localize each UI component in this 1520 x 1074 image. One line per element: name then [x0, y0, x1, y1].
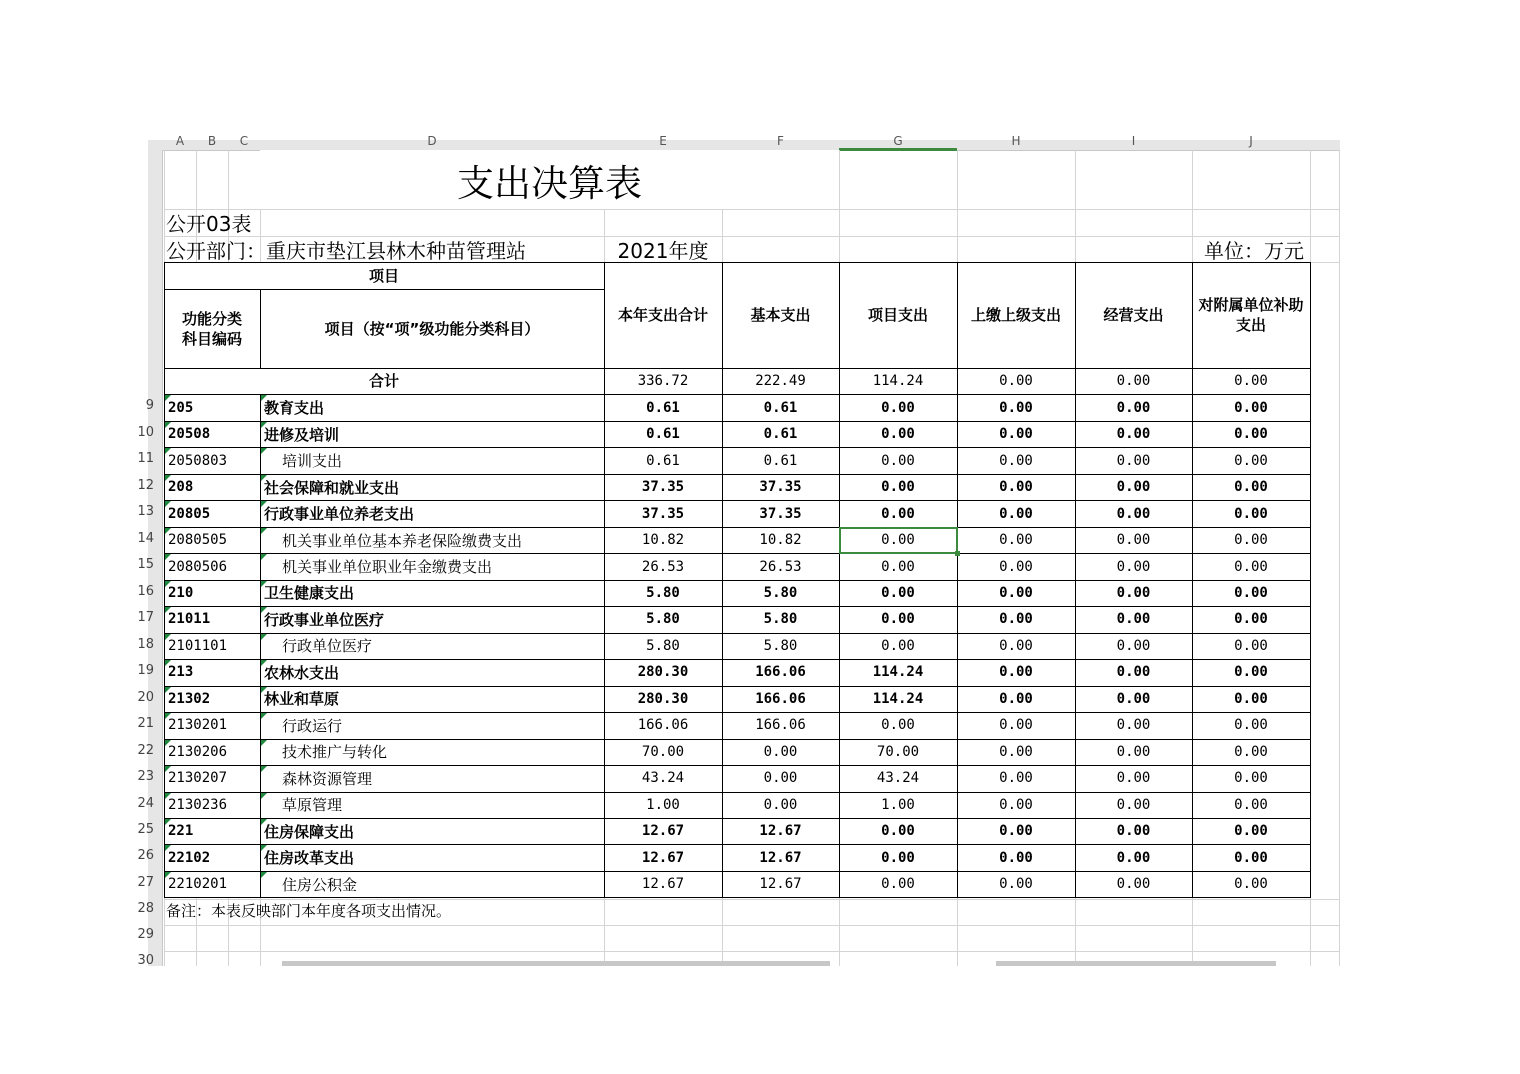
row-value-basic[interactable]: 0.61	[763, 426, 798, 443]
row-value-subsidy[interactable]: 0.00	[1234, 876, 1268, 893]
row-value-operating[interactable]: 0.00	[1116, 717, 1151, 734]
total-value-operating: 0.00	[1116, 373, 1151, 390]
row-value-total[interactable]: 26.53	[641, 558, 685, 575]
horizontal-scrollbar-right[interactable]	[996, 961, 1276, 966]
row-code[interactable]: 2080506	[168, 558, 228, 575]
row-value-subsidy[interactable]: 0.00	[1234, 584, 1268, 601]
row-value-subsidy[interactable]: 0.00	[1234, 426, 1268, 443]
row-value-basic[interactable]: 5.80	[763, 637, 798, 654]
row-code[interactable]: 21302	[168, 690, 211, 707]
row-code[interactable]: 210	[168, 584, 194, 601]
table-border-h	[164, 606, 1310, 607]
row-value-subsidy[interactable]: 0.00	[1234, 558, 1268, 575]
row-value-project[interactable]: 0.00	[881, 399, 915, 416]
row-value-total[interactable]: 1.00	[646, 796, 680, 813]
table-border-h	[164, 633, 1310, 634]
row-number[interactable]: 22	[137, 742, 154, 758]
comment-indicator	[165, 793, 171, 799]
row-name[interactable]: 住房改革支出	[264, 849, 355, 868]
sheet-tag: 公开03表	[166, 212, 252, 236]
row-value-remit[interactable]: 0.00	[999, 796, 1033, 813]
row-value-subsidy[interactable]: 0.00	[1234, 664, 1268, 681]
comment-indicator	[165, 607, 171, 613]
row-value-subsidy[interactable]: 0.00	[1234, 823, 1268, 840]
total-value-remit: 0.00	[999, 373, 1033, 390]
header-remit: 上缴上级支出	[970, 306, 1061, 324]
row-code[interactable]: 20805	[168, 505, 211, 522]
row-value-remit[interactable]: 0.00	[999, 584, 1033, 601]
row-value-basic[interactable]: 12.67	[759, 849, 802, 866]
row-number[interactable]: 19	[137, 663, 154, 679]
table-border-h	[164, 871, 1310, 872]
comment-indicator	[165, 660, 171, 666]
table-border-h	[164, 553, 1310, 554]
row-value-remit[interactable]: 0.00	[999, 849, 1033, 866]
header-subsidy: 对附属单位补助支出	[1198, 296, 1304, 334]
row-value-subsidy[interactable]: 0.00	[1234, 690, 1268, 707]
table-border-h	[164, 792, 1310, 793]
row-value-basic[interactable]: 0.00	[763, 743, 798, 760]
comment-indicator	[165, 554, 171, 560]
table-border-h	[164, 739, 1310, 740]
row-value-total[interactable]: 166.06	[637, 717, 689, 734]
row-value-total[interactable]: 5.80	[646, 611, 680, 628]
row-value-operating[interactable]: 0.00	[1116, 479, 1151, 496]
table-border-h	[164, 447, 1310, 448]
row-number[interactable]: 28	[137, 901, 154, 917]
header-basic: 基本支出	[750, 306, 811, 324]
row-value-total[interactable]: 37.35	[641, 505, 685, 522]
header-name: 项目（按“项”级功能分类科目）	[324, 319, 540, 338]
row-number[interactable]: 25	[137, 821, 154, 837]
table-border-h	[164, 289, 604, 290]
row-value-total[interactable]: 70.00	[641, 743, 685, 760]
total-value-basic: 222.49	[755, 373, 806, 390]
row-value-subsidy[interactable]: 0.00	[1234, 399, 1268, 416]
row-name[interactable]: 技术推广与转化	[282, 743, 388, 762]
row-name[interactable]: 教育支出	[264, 399, 325, 418]
row-name[interactable]: 住房保障支出	[264, 822, 355, 841]
row-name[interactable]: 卫生健康支出	[264, 584, 355, 603]
row-code[interactable]: 2210201	[168, 876, 228, 893]
row-value-project[interactable]: 0.00	[881, 717, 915, 734]
table-border-h	[164, 500, 1310, 501]
row-value-total[interactable]: 0.61	[646, 399, 680, 416]
comment-indicator	[165, 687, 171, 693]
row-value-total[interactable]: 37.35	[641, 479, 685, 496]
row-value-basic[interactable]: 0.61	[763, 399, 798, 416]
comment-indicator	[165, 422, 171, 428]
row-code[interactable]: 20508	[168, 426, 211, 443]
row-value-subsidy[interactable]: 0.00	[1234, 452, 1268, 469]
row-value-total[interactable]: 5.80	[646, 637, 680, 654]
gridline-v	[1339, 150, 1340, 966]
row-code[interactable]: 2101101	[168, 637, 228, 654]
column-letter-i[interactable]: I	[1131, 134, 1136, 148]
page-title: 支出决算表	[260, 150, 839, 209]
row-value-total[interactable]: 43.24	[641, 770, 685, 787]
row-value-remit[interactable]: 0.00	[999, 717, 1033, 734]
row-number[interactable]: 29	[137, 927, 154, 943]
table-border-h	[164, 712, 1310, 713]
row-value-basic[interactable]: 5.80	[763, 611, 798, 628]
row-value-total[interactable]: 280.30	[637, 690, 689, 707]
row-code[interactable]: 21011	[168, 611, 211, 628]
row-value-remit[interactable]: 0.00	[999, 479, 1033, 496]
row-value-operating[interactable]: 0.00	[1116, 558, 1151, 575]
row-name[interactable]: 森林资源管理	[282, 769, 373, 788]
table-border-v	[1310, 262, 1311, 898]
row-name[interactable]: 行政运行	[282, 716, 343, 735]
column-letter-e[interactable]: E	[659, 134, 667, 148]
row-value-total[interactable]: 12.67	[641, 876, 685, 893]
row-value-operating[interactable]: 0.00	[1116, 796, 1151, 813]
row-name[interactable]: 行政事业单位养老支出	[264, 505, 415, 524]
row-number[interactable]: 21	[137, 716, 154, 732]
comment-indicator	[165, 713, 171, 719]
row-value-operating[interactable]: 0.00	[1116, 823, 1151, 840]
row-value-basic[interactable]: 37.35	[759, 479, 802, 496]
total-value-total: 336.72	[637, 373, 689, 390]
row-value-project[interactable]: 0.00	[881, 584, 915, 601]
row-value-operating[interactable]: 0.00	[1116, 743, 1151, 760]
comment-indicator	[165, 501, 171, 507]
table-border-h	[164, 844, 1310, 845]
row-number[interactable]: 27	[137, 874, 154, 890]
row-name[interactable]: 行政单位医疗	[282, 637, 373, 656]
row-value-operating[interactable]: 0.00	[1116, 399, 1151, 416]
row-value-remit[interactable]: 0.00	[999, 611, 1033, 628]
row-value-project[interactable]: 0.00	[881, 452, 915, 469]
comment-indicator	[165, 872, 171, 878]
row-value-remit[interactable]: 0.00	[999, 532, 1033, 549]
row-code[interactable]: 205	[168, 399, 194, 416]
row-value-remit[interactable]: 0.00	[999, 664, 1033, 681]
row-value-total[interactable]: 10.82	[641, 532, 685, 549]
row-value-basic[interactable]: 5.80	[763, 584, 798, 601]
row-number[interactable]: 11	[137, 451, 154, 467]
row-number[interactable]: 23	[137, 769, 154, 785]
comment-indicator	[165, 528, 171, 534]
row-number[interactable]: 12	[137, 477, 154, 493]
header-total: 本年支出合计	[617, 306, 708, 324]
table-border-h	[164, 580, 1310, 581]
comment-indicator	[165, 634, 171, 640]
table-border-h	[164, 368, 1310, 369]
table-border-v	[260, 289, 261, 369]
row-value-basic[interactable]: 166.06	[755, 690, 806, 707]
row-number[interactable]: 26	[137, 848, 154, 864]
row-value-total[interactable]: 0.61	[646, 452, 680, 469]
row-value-project[interactable]: 0.00	[881, 426, 915, 443]
comment-indicator	[165, 766, 171, 772]
row-value-operating[interactable]: 0.00	[1116, 690, 1151, 707]
row-value-basic[interactable]: 166.06	[755, 664, 806, 681]
column-letter-a[interactable]: A	[175, 134, 185, 148]
table-border-h	[164, 262, 1310, 263]
row-value-project[interactable]: 0.00	[881, 505, 915, 522]
row-value-project[interactable]: 43.24	[876, 770, 920, 787]
row-number[interactable]: 14	[137, 530, 154, 546]
row-code[interactable]: 2130207	[168, 770, 228, 787]
row-code[interactable]: 2080505	[168, 532, 228, 549]
row-value-subsidy[interactable]: 0.00	[1234, 849, 1268, 866]
note-text: 备注：本表反映部门本年度各项支出情况。	[166, 901, 452, 920]
row-value-project[interactable]: 0.00	[881, 849, 915, 866]
row-value-subsidy[interactable]: 0.00	[1234, 479, 1268, 496]
row-value-basic[interactable]: 37.35	[759, 505, 802, 522]
total-value-subsidy: 0.00	[1234, 373, 1268, 390]
row-value-operating[interactable]: 0.00	[1116, 770, 1151, 787]
spreadsheet[interactable]	[137, 134, 1340, 969]
row-value-project[interactable]: 0.00	[881, 558, 915, 575]
row-value-project[interactable]: 0.00	[881, 532, 915, 549]
row-value-remit[interactable]: 0.00	[999, 690, 1033, 707]
row-value-remit[interactable]: 0.00	[999, 876, 1033, 893]
selected-cell[interactable]	[839, 527, 958, 554]
row-number[interactable]: 9	[145, 398, 154, 414]
row-value-remit[interactable]: 0.00	[999, 743, 1033, 760]
row-value-operating[interactable]: 0.00	[1116, 505, 1151, 522]
row-name[interactable]: 机关事业单位基本养老保险缴费支出	[282, 531, 523, 550]
row-value-operating[interactable]: 0.00	[1116, 637, 1151, 654]
row-value-operating[interactable]: 0.00	[1116, 876, 1151, 893]
horizontal-scrollbar-left[interactable]	[282, 961, 830, 966]
comment-indicator	[165, 581, 171, 587]
year-label: 2021年度	[617, 238, 709, 263]
row-name[interactable]: 农林水支出	[264, 663, 340, 682]
row-value-project[interactable]: 114.24	[872, 690, 924, 707]
header-project: 项目支出	[867, 306, 928, 324]
row-value-remit[interactable]: 0.00	[999, 426, 1033, 443]
table-border-h	[164, 527, 1310, 528]
row-code[interactable]: 2130206	[168, 743, 228, 760]
row-value-operating[interactable]: 0.00	[1116, 426, 1151, 443]
unit-label: 单位：万元	[1204, 238, 1304, 263]
row-number[interactable]: 20	[137, 689, 154, 705]
row-value-basic[interactable]: 26.53	[759, 558, 802, 575]
row-value-remit[interactable]: 0.00	[999, 558, 1033, 575]
row-value-operating[interactable]: 0.00	[1116, 664, 1151, 681]
row-value-remit[interactable]: 0.00	[999, 823, 1033, 840]
row-value-basic[interactable]: 12.67	[759, 823, 802, 840]
comment-indicator	[165, 819, 171, 825]
table-border-h	[164, 686, 1310, 687]
row-value-subsidy[interactable]: 0.00	[1234, 717, 1268, 734]
row-value-remit[interactable]: 0.00	[999, 770, 1033, 787]
row-value-total[interactable]: 12.67	[641, 849, 685, 866]
row-code[interactable]: 2130201	[168, 717, 228, 734]
row-value-operating[interactable]: 0.00	[1116, 532, 1151, 549]
row-value-basic[interactable]: 166.06	[755, 717, 806, 734]
row-value-basic[interactable]: 0.00	[763, 770, 798, 787]
comment-indicator	[165, 845, 171, 851]
row-value-project[interactable]: 114.24	[872, 664, 924, 681]
row-value-project[interactable]: 1.00	[881, 796, 915, 813]
header-project-group: 项目	[368, 266, 399, 285]
row-value-total[interactable]: 280.30	[637, 664, 689, 681]
table-border-h	[164, 394, 1310, 395]
total-value-project: 114.24	[872, 373, 924, 390]
row-code[interactable]: 22102	[168, 849, 211, 866]
row-value-operating[interactable]: 0.00	[1116, 452, 1151, 469]
row-number[interactable]: 30	[137, 953, 154, 969]
row-code[interactable]: 2130236	[168, 796, 228, 813]
row-value-subsidy[interactable]: 0.00	[1234, 637, 1268, 654]
row-code[interactable]: 213	[168, 664, 194, 681]
row-value-remit[interactable]: 0.00	[999, 637, 1033, 654]
comment-indicator	[165, 740, 171, 746]
row-number[interactable]: 15	[137, 557, 154, 573]
table-border-v	[260, 394, 261, 898]
row-number[interactable]: 17	[137, 610, 154, 626]
column-letter-h[interactable]: H	[1011, 134, 1021, 148]
row-value-subsidy[interactable]: 0.00	[1234, 770, 1268, 787]
row-value-operating[interactable]: 0.00	[1116, 611, 1151, 628]
row-value-subsidy[interactable]: 0.00	[1234, 743, 1268, 760]
row-code[interactable]: 221	[168, 823, 194, 840]
table-border-h	[164, 474, 1310, 475]
row-name[interactable]: 社会保障和就业支出	[264, 478, 400, 497]
row-value-project[interactable]: 0.00	[881, 611, 915, 628]
row-value-project[interactable]: 0.00	[881, 823, 915, 840]
gridline-h	[164, 951, 1340, 952]
column-letter-d[interactable]: D	[427, 134, 437, 148]
row-number[interactable]: 10	[137, 424, 154, 440]
row-value-total[interactable]: 5.80	[646, 584, 680, 601]
comment-indicator	[165, 448, 171, 454]
department-label: 公开部门：重庆市垫江县林木种苗管理站	[166, 238, 526, 263]
column-letter-f[interactable]: F	[777, 134, 784, 148]
row-code[interactable]: 208	[168, 479, 194, 496]
row-value-remit[interactable]: 0.00	[999, 399, 1033, 416]
row-name[interactable]: 进修及培训	[264, 425, 340, 444]
row-value-basic[interactable]: 0.61	[763, 452, 798, 469]
row-name[interactable]: 机关事业单位职业年金缴费支出	[282, 558, 493, 577]
table-border-h	[164, 659, 1310, 660]
header-operating: 经营支出	[1103, 306, 1164, 324]
header-code: 功能分类科目编码	[181, 309, 242, 348]
row-value-remit[interactable]: 0.00	[999, 505, 1033, 522]
table-border-h	[164, 765, 1310, 766]
row-value-subsidy[interactable]: 0.00	[1234, 505, 1268, 522]
row-value-remit[interactable]: 0.00	[999, 452, 1033, 469]
column-letter-g[interactable]: G	[893, 134, 903, 148]
column-letter-j[interactable]: J	[1249, 134, 1253, 148]
row-code[interactable]: 2050803	[168, 452, 228, 469]
total-row-label: 合计	[368, 372, 399, 391]
row-value-operating[interactable]: 0.00	[1116, 584, 1151, 601]
row-value-project[interactable]: 0.00	[881, 637, 915, 654]
row-name[interactable]: 培训支出	[282, 452, 343, 471]
row-value-basic[interactable]: 0.00	[763, 796, 798, 813]
row-value-project[interactable]: 70.00	[876, 743, 920, 760]
selected-column-indicator	[839, 148, 957, 151]
comment-indicator	[165, 395, 171, 401]
column-letter-b[interactable]: B	[207, 134, 217, 148]
row-name[interactable]: 行政事业单位医疗	[264, 610, 385, 629]
row-value-basic[interactable]: 12.67	[759, 876, 802, 893]
row-number[interactable]: 18	[137, 636, 154, 652]
row-value-basic[interactable]: 10.82	[759, 532, 802, 549]
gridline-h	[164, 925, 1340, 926]
row-name[interactable]: 林业和草原	[264, 690, 340, 709]
row-value-subsidy[interactable]: 0.00	[1234, 796, 1268, 813]
row-number[interactable]: 13	[137, 504, 154, 520]
row-value-project[interactable]: 0.00	[881, 876, 915, 893]
row-value-total[interactable]: 12.67	[641, 823, 685, 840]
row-value-total[interactable]: 0.61	[646, 426, 680, 443]
row-number[interactable]: 24	[137, 795, 154, 811]
row-name[interactable]: 住房公积金	[282, 875, 358, 894]
row-value-operating[interactable]: 0.00	[1116, 849, 1151, 866]
table-border-h	[164, 897, 1310, 898]
row-value-subsidy[interactable]: 0.00	[1234, 532, 1268, 549]
table-border-h	[164, 818, 1310, 819]
row-number[interactable]: 16	[137, 583, 154, 599]
row-value-project[interactable]: 0.00	[881, 479, 915, 496]
row-value-subsidy[interactable]: 0.00	[1234, 611, 1268, 628]
row-name[interactable]: 草原管理	[282, 796, 343, 815]
column-letter-c[interactable]: C	[239, 134, 249, 148]
comment-indicator	[165, 475, 171, 481]
table-border-h	[164, 421, 1310, 422]
